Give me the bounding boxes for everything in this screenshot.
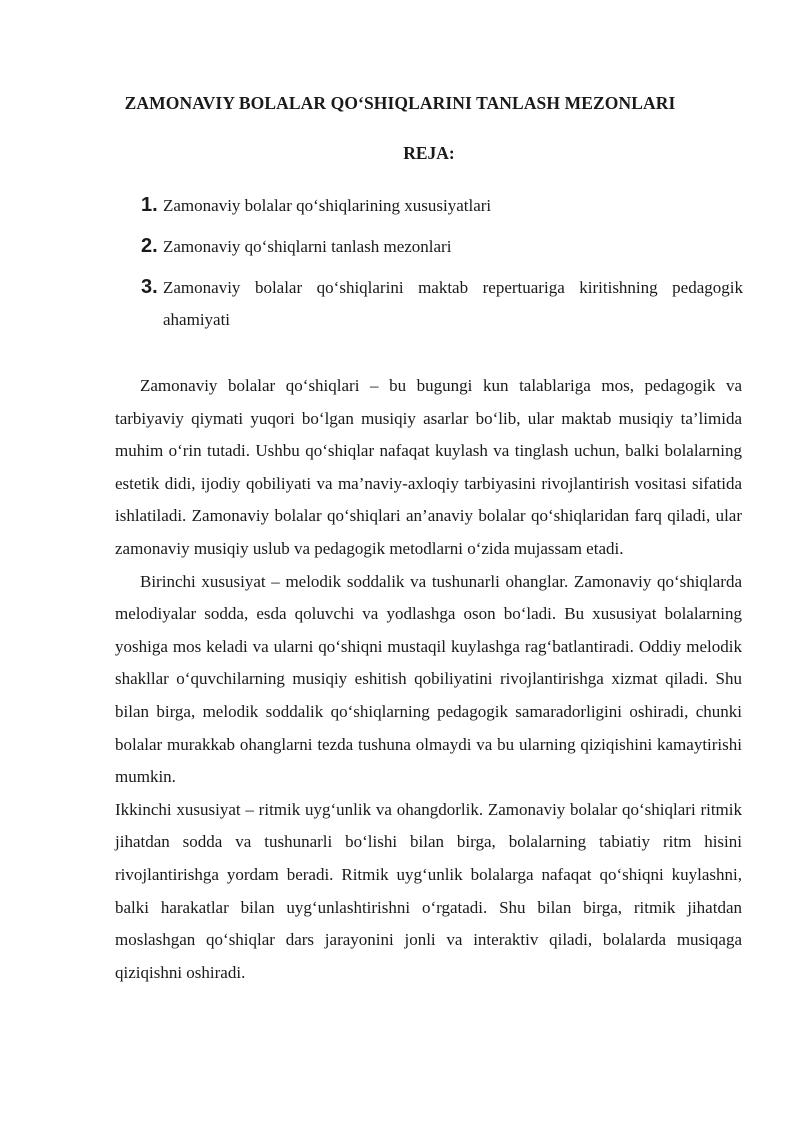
plan-item-number: 2. — [141, 235, 158, 257]
plan-item-number: 1. — [141, 194, 158, 216]
document-title: ZAMONAVIY BOLALAR QOʻSHIQLARINI TANLASH MEZONLARI — [124, 93, 676, 113]
plan-item — [141, 272, 743, 336]
plan-item-text: Zamonaviy bolalar qoʻshiqlarining xususiyatlari — [163, 196, 492, 215]
plan-item-number: 3. — [141, 276, 158, 298]
plan-item — [141, 190, 743, 222]
plan-heading: REJA: — [403, 143, 455, 163]
paragraph-first-feature: Birinchi xususiyat – melodik soddalik va tushunarli ohanglar. Zamonaviy qoʻshiqlarda melodiyalar sodda, esda qoluvchi va yodlashga oson boʻladi. Bu xususiyat bolalarning yoshiga mos keladi va ularni qoʻshiqni mustaqil kuylashga ragʻbatlantiradi. Oddiy melodik shakllar oʻquvchilarning musiqiy eshitish qobiliyatini rivojlantirishga xizmat qiladi. Shu bilan birga, melodik soddalik qoʻshiqlarning pedagogik samaradorligini oshiradi, chunki bolalar murakkab ohanglarni tezda tushuna olmaydi va bu ularning qiziqishini kamaytirishi mumkin. — [115, 571, 742, 787]
paragraph-intro: Zamonaviy bolalar qoʻshiqlari – bu bugungi kun talablariga mos, pedagogik va tarbiyaviy qiymati yuqori boʻlgan musiqiy asarlar boʻlib, ular maktab musiqiy ta’limida muhim oʻrin tutadi. Ushbu qoʻshiqlar nafaqat kuylash va tinglash uchun, balki bolalarning estetik didi, ijodiy qobiliyati va ma’naviy-axloqiy tarbiyasini rivojlantirish vositasi sifatida ishlatiladi. Zamonaviy bolalar qoʻshiqlari an’anaviy bolalar qoʻshiqlaridan farq qiladi, ular zamonaviy musiqiy uslub va pedagogik metodlarni oʻzida mujassam etadi. — [115, 376, 742, 558]
body-text — [115, 370, 742, 989]
plan-item-text: Zamonaviy qoʻshiqlarni tanlash mezonlari — [163, 237, 452, 256]
plan-item — [141, 231, 743, 263]
plan-list — [141, 190, 743, 345]
paragraph-second-feature: Ikkinchi xususiyat – ritmik uygʻunlik va ohangdorlik. Zamonaviy bolalar qoʻshiqlari ritmik jihatdan sodda va tushunarli boʻlishi bilan birga, bolalarning tabiatiy ritm hisini rivojlantirishga yordam beradi. Ritmik uygʻunlik bolalarga nafaqat qoʻshiqni kuylashni, balki harakatlar bilan uygʻunlashtirishni oʻrgatadi. Shu bilan birga, ritmik jihatdan moslashgan qoʻshiqlar dars jarayonini jonli va interaktiv qiladi, bolalarda musiqaga qiziqishni oshiradi. — [115, 799, 742, 982]
plan-item-text: Zamonaviy bolalar qoʻshiqlarini maktab repertuariga kiritishning pedagogik ahamiyati — [163, 278, 743, 329]
